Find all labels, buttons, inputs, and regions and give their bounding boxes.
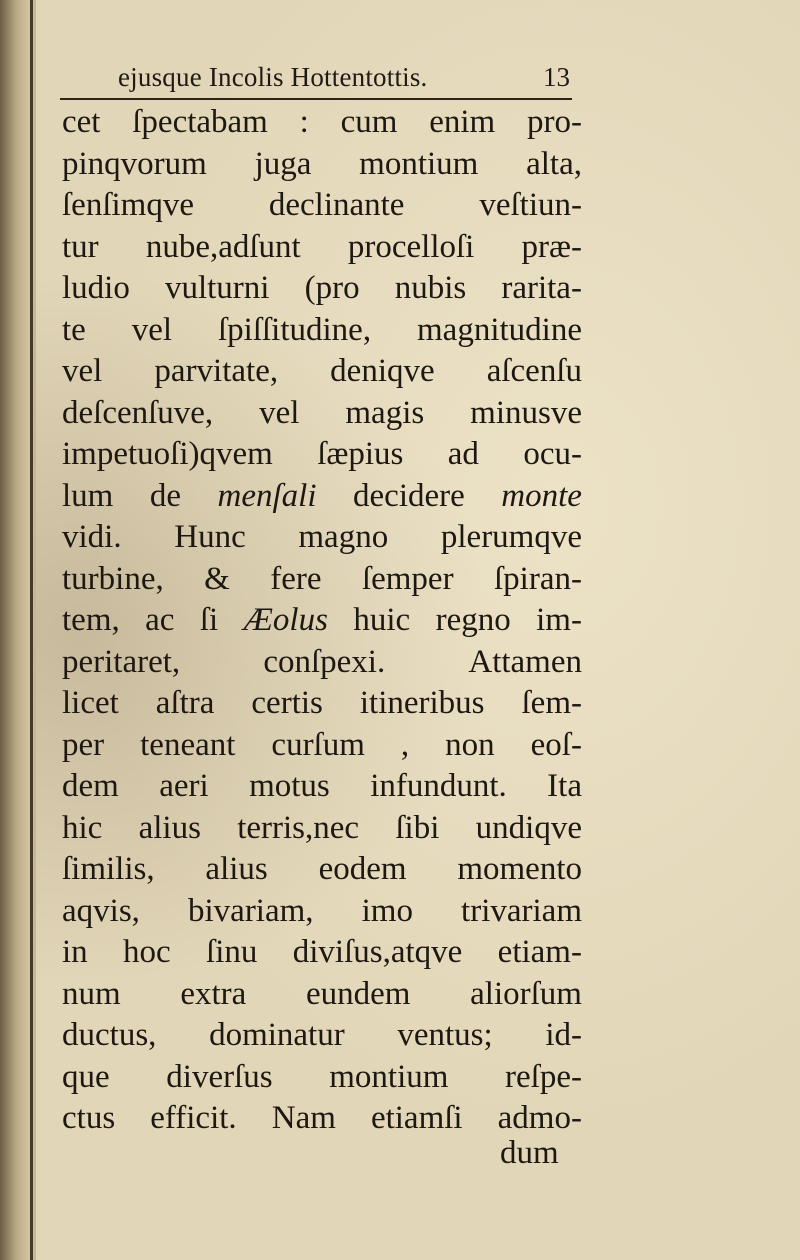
binding-edge-line <box>30 0 33 1260</box>
text-line <box>62 144 582 186</box>
word: enim <box>429 104 496 140</box>
word: tur <box>62 228 99 265</box>
word: præ- <box>521 228 582 265</box>
word: lum <box>62 477 114 514</box>
word: ſemper <box>361 560 454 597</box>
word: cum <box>340 104 398 140</box>
word: imo <box>361 892 413 929</box>
text-line <box>62 1098 582 1140</box>
word: eundem <box>306 975 411 1012</box>
word: rarita- <box>501 270 582 306</box>
word: admo- <box>497 1100 582 1136</box>
word: motus <box>249 768 330 804</box>
text-line <box>62 393 582 435</box>
word: vulturni <box>164 270 270 306</box>
text-line <box>62 559 582 601</box>
text-line <box>62 227 582 269</box>
word: turbine, <box>62 560 164 597</box>
word: per <box>62 726 105 763</box>
word: curſum <box>271 726 365 763</box>
text-line <box>62 517 582 559</box>
word: declinante <box>268 187 405 223</box>
word: ocu- <box>523 436 582 472</box>
word: ſpiſſitudine, <box>218 311 372 348</box>
word: Hunc <box>174 519 246 555</box>
word: ludio <box>62 270 130 306</box>
word: magnitudine <box>417 311 582 348</box>
word: pinqvorum <box>62 145 207 182</box>
word: & <box>204 560 230 597</box>
text-line <box>62 766 582 808</box>
word: decidere <box>353 477 465 514</box>
word: magno <box>298 519 389 555</box>
word: Nam <box>271 1100 336 1136</box>
word: vidi. <box>62 519 122 555</box>
word: ſi <box>199 602 219 638</box>
word: aſtra <box>155 685 215 721</box>
word: regno <box>435 602 511 638</box>
word: aeri <box>159 768 209 804</box>
word: vel <box>62 353 103 389</box>
word: conſpexi. <box>263 643 386 680</box>
word: ductus, <box>62 1017 157 1053</box>
word: diverſus <box>166 1058 273 1095</box>
word: id- <box>545 1017 582 1053</box>
word: diviſus,atqve <box>292 934 463 970</box>
word: certis <box>251 685 323 721</box>
text-line <box>62 351 582 393</box>
word: fere <box>270 560 322 597</box>
word: ſimilis, <box>62 851 155 887</box>
word: ſinu <box>206 934 258 970</box>
word: dominatur <box>209 1017 345 1053</box>
text-line <box>62 185 582 227</box>
word: juga <box>254 145 312 182</box>
text-line <box>62 434 582 476</box>
word: ctus <box>62 1100 116 1136</box>
word: reſpe- <box>505 1058 582 1095</box>
word: impetuoſi)qvem <box>62 436 273 472</box>
text-line <box>62 476 582 518</box>
word: eodem <box>318 851 407 887</box>
word: ſæpius <box>317 436 404 472</box>
word: in <box>62 934 88 970</box>
word: menſali <box>217 477 317 514</box>
word: alius <box>138 809 201 846</box>
word: infundunt. <box>370 768 507 804</box>
word: ſenſimqve <box>62 187 194 223</box>
word: hic <box>62 809 103 846</box>
word: ac <box>145 602 175 638</box>
word: Ita <box>547 768 582 804</box>
text-line <box>62 891 582 933</box>
word: licet <box>62 685 119 721</box>
word: veſtiun- <box>479 187 582 223</box>
text-line <box>62 808 582 850</box>
word: (pro <box>304 270 360 306</box>
word: num <box>62 975 121 1012</box>
word: etiamſi <box>370 1100 463 1136</box>
word: alius <box>205 851 268 887</box>
word: pro- <box>526 104 582 140</box>
body-text <box>62 102 582 1140</box>
word: hoc <box>123 934 171 970</box>
word: , <box>400 726 410 763</box>
word: ſpiran- <box>494 560 582 597</box>
word: eoſ- <box>530 726 582 763</box>
word: ventus; <box>397 1017 493 1053</box>
word: tem, <box>62 602 120 638</box>
word: que <box>62 1058 110 1095</box>
word: bivariam, <box>188 892 314 929</box>
text-line <box>62 932 582 974</box>
word: plerumqve <box>440 519 582 555</box>
text-line <box>62 642 582 684</box>
word: : <box>299 104 309 140</box>
running-head-title: ejusque Incolis Hottentottis. <box>118 62 428 92</box>
running-head <box>60 58 572 100</box>
word: monte <box>501 477 582 514</box>
word: teneant <box>140 726 236 763</box>
word: Attamen <box>468 643 582 680</box>
word: ſibi <box>395 809 440 846</box>
word: aqvis, <box>62 892 140 929</box>
word: te <box>62 311 86 348</box>
word: magis <box>345 394 425 431</box>
word: de <box>149 477 182 514</box>
text-line <box>62 683 582 725</box>
word: montium <box>359 145 479 182</box>
text-line <box>62 102 582 144</box>
word: dem <box>62 768 119 804</box>
word: cet <box>62 104 101 140</box>
word: aſcenſu <box>486 353 582 389</box>
word: etiam- <box>497 934 582 970</box>
text-line <box>62 310 582 352</box>
word: nube,adſunt <box>145 228 301 265</box>
word: parvitate, <box>154 353 279 389</box>
word: non <box>445 726 495 763</box>
word: alta, <box>526 145 582 182</box>
word: undiqve <box>475 809 582 846</box>
word: peritaret, <box>62 643 181 680</box>
text-line <box>62 268 582 310</box>
text-line <box>62 849 582 891</box>
word: nubis <box>394 270 467 306</box>
word: vel <box>259 394 300 431</box>
word: deniqve <box>330 353 435 389</box>
word: minusve <box>470 394 582 431</box>
word: ſem- <box>521 685 582 721</box>
word: Æolus <box>243 602 328 638</box>
word: im- <box>536 602 582 638</box>
word: trivariam <box>461 892 582 929</box>
running-head-rule <box>60 98 572 100</box>
text-line <box>62 600 582 642</box>
catchword: dum <box>500 1135 559 1171</box>
word: aliorſum <box>470 975 582 1012</box>
word: ad <box>447 436 479 472</box>
word: efficit. <box>150 1100 237 1136</box>
word: huic <box>353 602 411 638</box>
word: montium <box>329 1058 449 1095</box>
text-line <box>62 974 582 1016</box>
word: ſpectabam <box>132 104 268 140</box>
page-number: 13 <box>543 62 570 92</box>
word: deſcenſuve, <box>62 394 214 431</box>
word: extra <box>180 975 247 1012</box>
text-line <box>62 1015 582 1057</box>
word: vel <box>131 311 173 348</box>
text-line <box>62 1057 582 1099</box>
word: terris,nec <box>237 809 360 846</box>
word: procelloſi <box>347 228 475 265</box>
word: momento <box>457 851 582 887</box>
text-line <box>62 725 582 767</box>
word: itineribus <box>359 685 485 721</box>
